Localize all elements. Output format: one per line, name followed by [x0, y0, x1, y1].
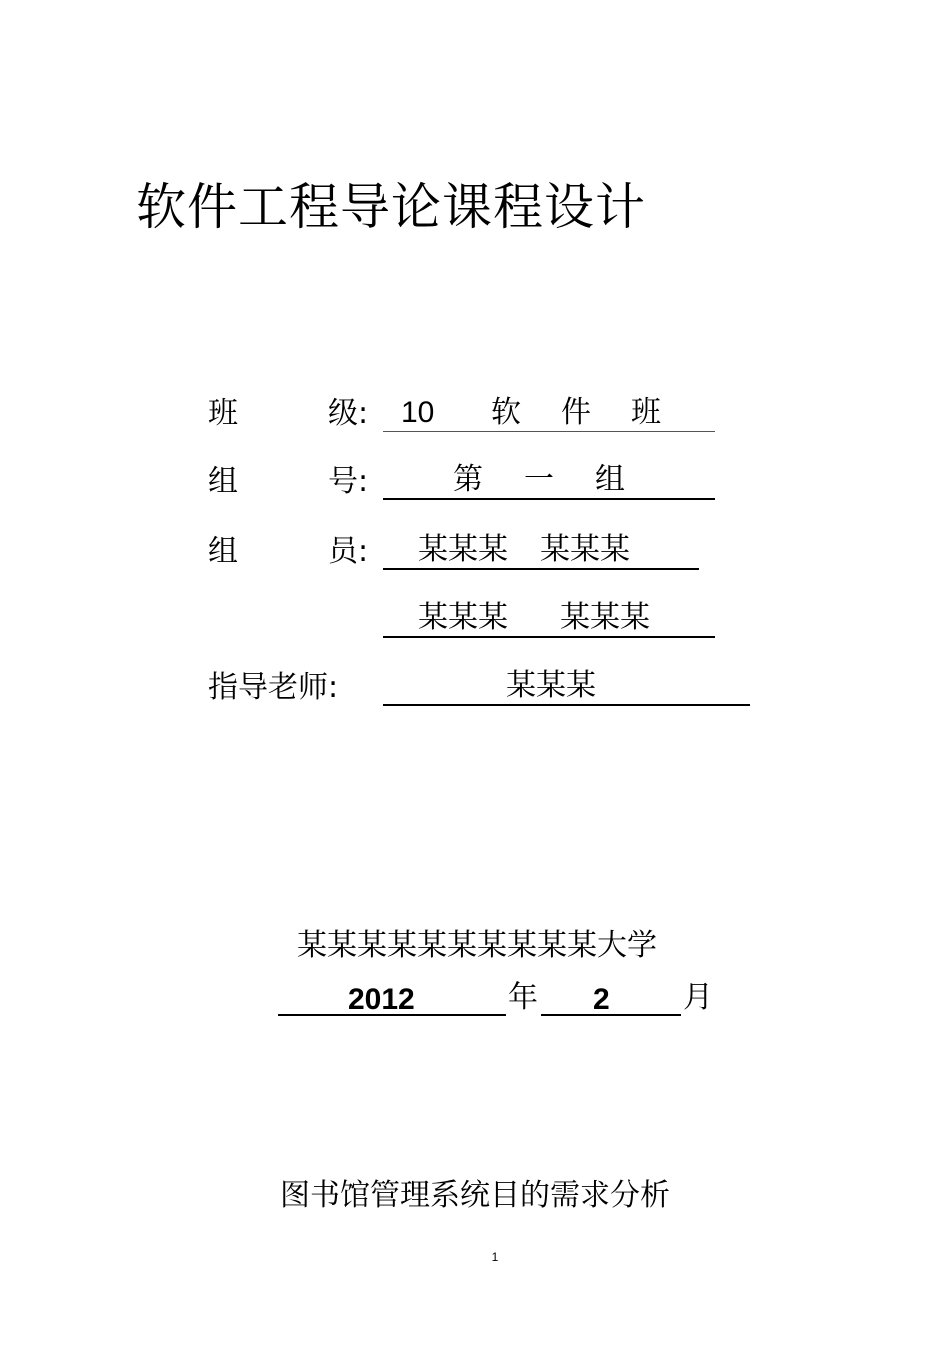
member-name: 某某某	[540, 532, 630, 567]
member-name: 某某某	[418, 532, 508, 567]
group-number-char: 一	[524, 462, 554, 497]
advisor-field	[383, 666, 750, 706]
class-number: 10	[401, 396, 435, 429]
members-field-2	[383, 598, 715, 638]
group-number-field	[383, 460, 715, 500]
university-name: 某某某某某某某某某某大学	[297, 928, 657, 963]
class-name-char: 班	[631, 395, 661, 430]
class-name-char: 软	[491, 395, 521, 430]
page-number: 1	[491, 1250, 499, 1264]
class-name-char: 件	[561, 395, 591, 430]
member-name: 某某某	[418, 600, 508, 635]
class-value-field	[383, 393, 715, 432]
advisor-label: 指导老师:	[208, 670, 339, 705]
month-field	[541, 978, 681, 1016]
group-number-char: 组	[595, 462, 625, 497]
member-name: 某某某	[560, 600, 650, 635]
advisor-name: 某某某	[506, 668, 596, 703]
year-suffix: 年	[508, 980, 538, 1015]
members-label: 组员:	[208, 534, 369, 569]
year-field	[278, 978, 506, 1016]
members-field-1	[383, 530, 699, 570]
month-value: 2	[593, 983, 610, 1016]
group-number-label: 组号:	[208, 464, 369, 499]
year-value: 2012	[348, 983, 415, 1016]
class-label: 班级:	[208, 396, 369, 431]
document-subtitle: 图书馆管理系统目的需求分析	[280, 1178, 670, 1213]
month-suffix: 月	[683, 980, 713, 1015]
document-title: 软件工程导论课程设计	[136, 178, 646, 236]
group-number-char: 第	[453, 462, 483, 497]
